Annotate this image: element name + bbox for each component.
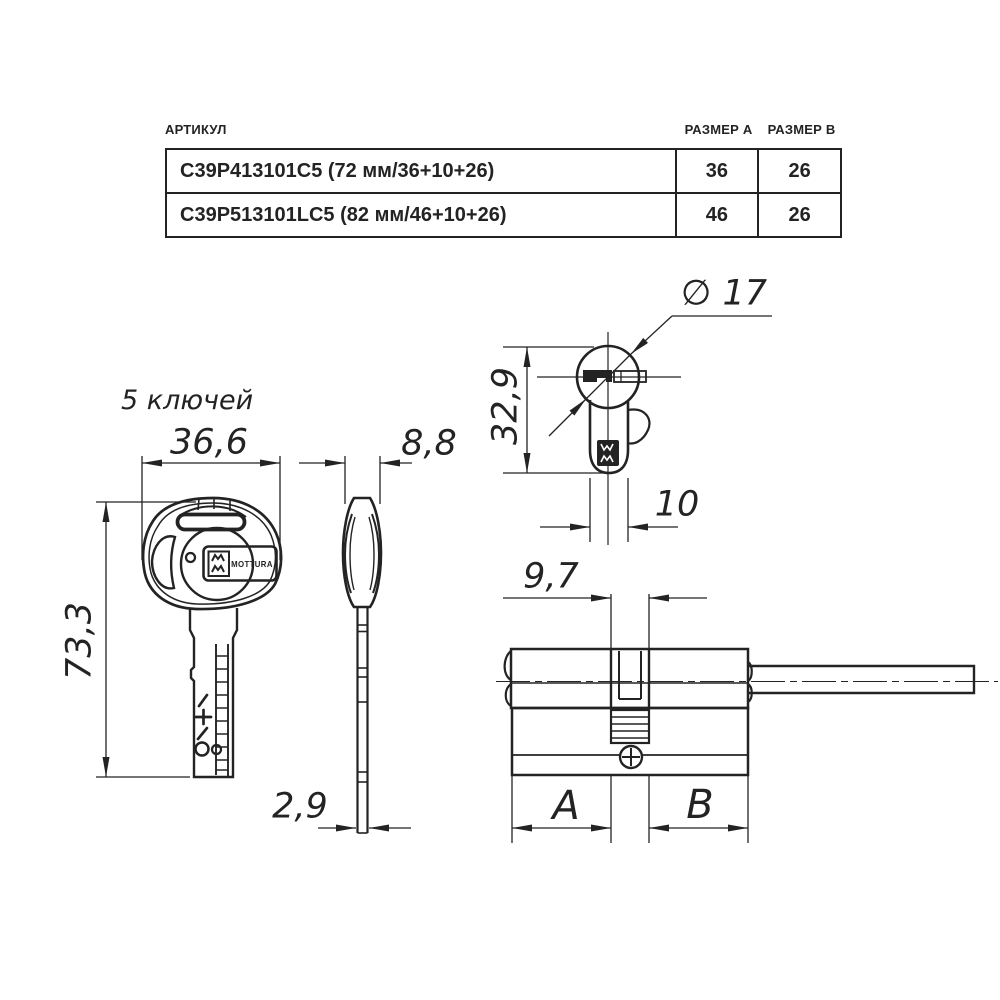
mottura-logo-icon [597, 440, 619, 466]
cylinder-side-view [496, 594, 998, 843]
article-cell: C39P413101C5 (72 мм/36+10+26) [166, 149, 676, 193]
dim-key-side-width: 8,8 [401, 423, 457, 464]
key-front-view [96, 456, 281, 777]
size-a-cell: 36 [676, 149, 759, 193]
dim-profile-width: 10 [654, 484, 700, 525]
keyway-profile [583, 370, 612, 382]
size-b-cell: 26 [758, 193, 841, 237]
tailpiece-rod [748, 666, 974, 693]
size-a-cell: 46 [676, 193, 759, 237]
col-header-article: АРТИКУЛ [165, 122, 227, 137]
dim-key-head-width: 36,6 [170, 422, 248, 463]
dim-plug-diameter: ∅ 17 [680, 273, 768, 314]
dim-blade-thickness: 2,9 [272, 786, 328, 827]
label-size-a: A [552, 783, 580, 829]
dim-profile-height: 32,9 [485, 367, 526, 445]
brand-label: MOTTURA [231, 559, 273, 569]
article-cell: C39P513101LC5 (82 мм/46+10+26) [166, 193, 676, 237]
dim-cam-width: 9,7 [523, 556, 579, 597]
keys-count-note: 5 ключей [121, 385, 254, 416]
key-side-view [299, 456, 412, 833]
col-header-size-a: РАЗМЕР A [684, 122, 753, 137]
col-header-size-b: РАЗМЕР B [767, 122, 836, 137]
mottura-logo-icon [209, 552, 230, 577]
cylinder-cross-section [503, 316, 772, 545]
size-b-cell: 26 [758, 149, 841, 193]
key-hole-slot [178, 515, 245, 530]
label-size-b: B [686, 782, 714, 828]
dim-key-length: 73,3 [59, 602, 100, 680]
